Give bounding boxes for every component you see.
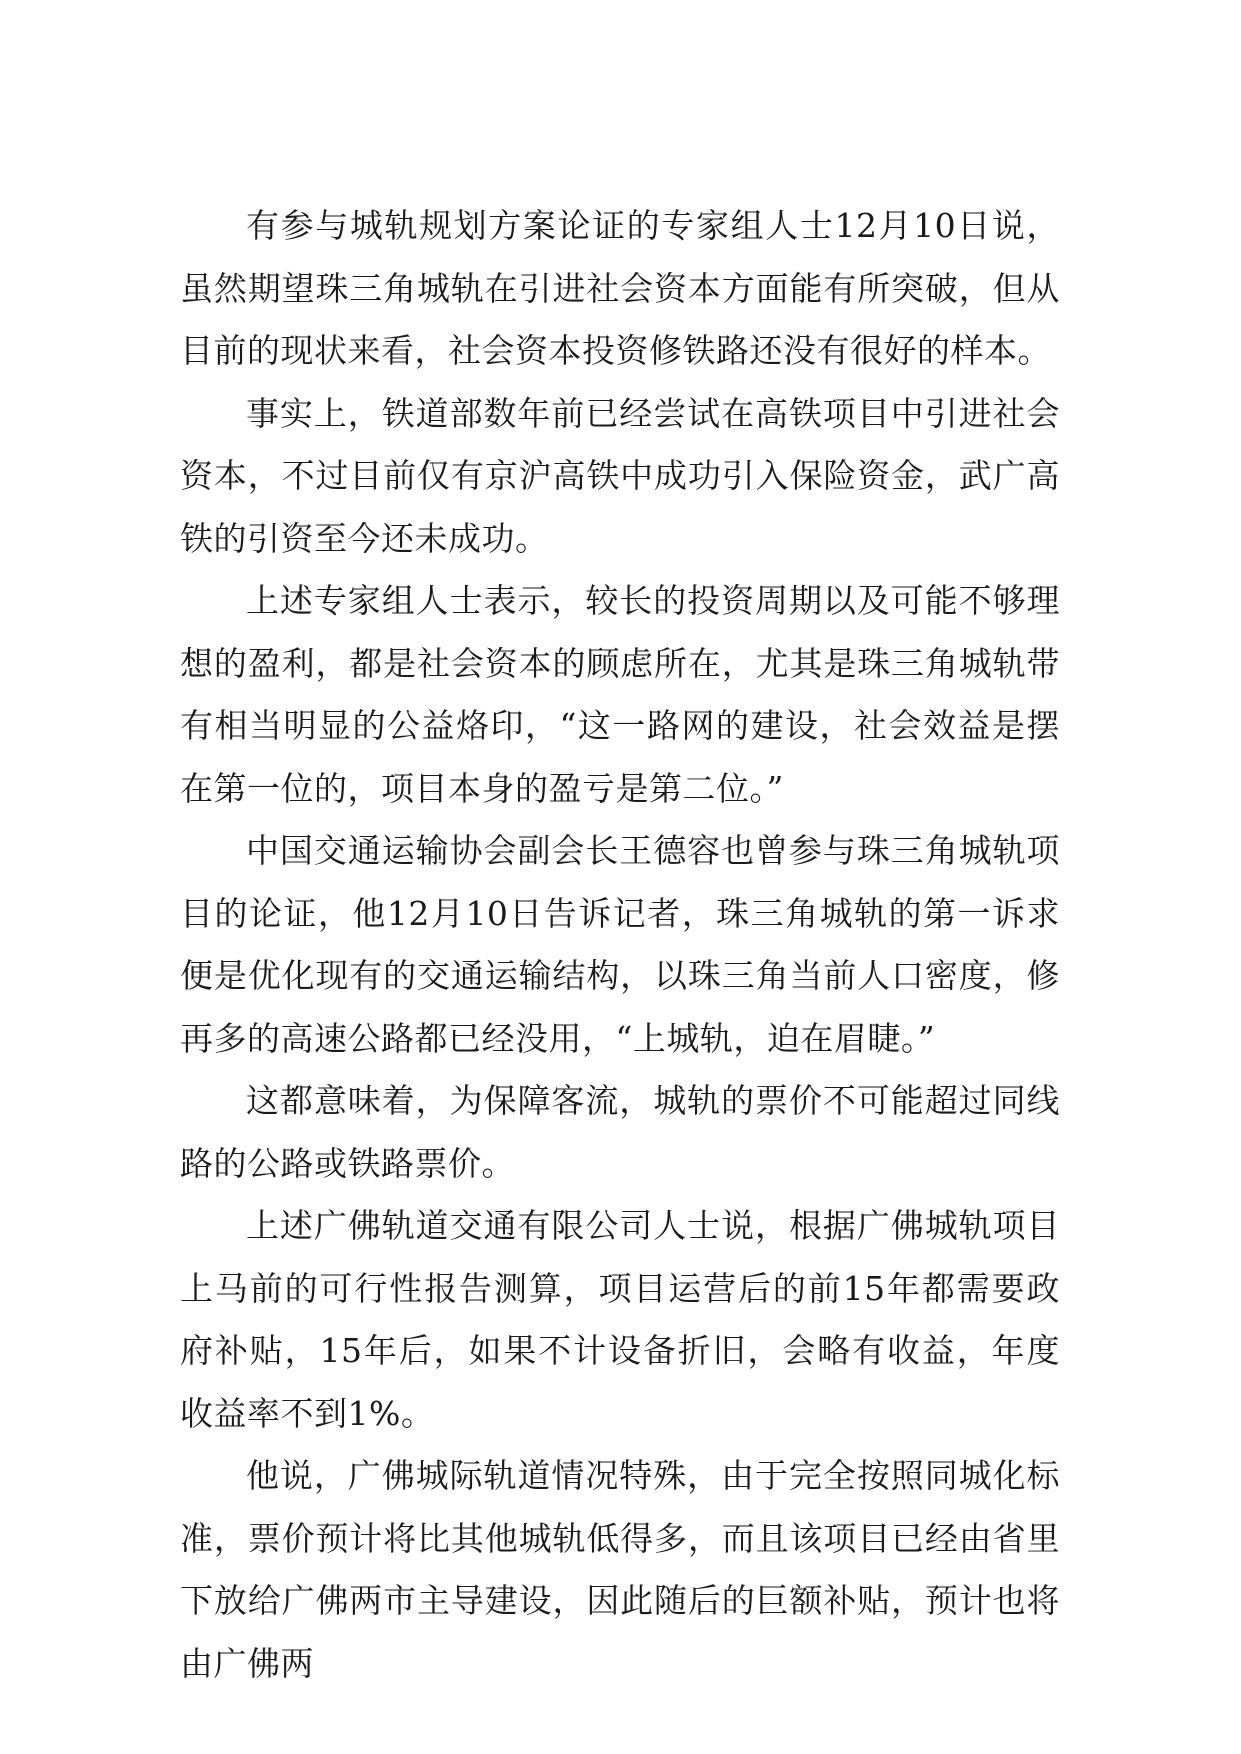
paragraph-7: 他说，广佛城际轨道情况特殊，由于完全按照同城化标准，票价预计将比其他城轨低得多，而且该项目已经由省里下放给广佛两市主导建设，因此随后的巨额补贴，预计也将由广佛两 <box>180 1456 1060 1683</box>
paragraph-5: 这都意味着，为保障客流，城轨的票价不可能超过同线路的公路或铁路票价。 <box>180 1081 1060 1183</box>
paragraph-6: 上述广佛轨道交通有限公司人士说，根据广佛城轨项目上马前的可行性报告测算，项目运营后的前15年都需要政府补贴，15年后，如果不计设备折旧，会略有收益，年度收益率不到1%。 <box>180 1206 1060 1433</box>
paragraph-3: 上述专家组人士表示，较长的投资周期以及可能不够理想的盈利，都是社会资本的顾虑所在，尤其是珠三角城轨带有相当明显的公益烙印，“这一路网的建设，社会效益是摆在第一位的，项目本身的盈亏是第二位。” <box>180 581 1060 808</box>
article-body <box>180 195 1060 1695</box>
paragraph-4: 中国交通运输协会副会长王德容也曾参与珠三角城轨项目的论证，他12月10日告诉记者，珠三角城轨的第一诉求便是优化现有的交通运输结构，以珠三角当前人口密度，修再多的高速公路都已经没用，“上城轨，迫在眉睫。” <box>180 831 1060 1058</box>
paragraph-2: 事实上，铁道部数年前已经尝试在高铁项目中引进社会资本，不过目前仅有京沪高铁中成功引入保险资金，武广高铁的引资至今还未成功。 <box>180 393 1060 558</box>
paragraph-1: 有参与城轨规划方案论证的专家组人士12月10日说，虽然期望珠三角城轨在引进社会资本方面能有所突破，但从目前的现状来看，社会资本投资修铁路还没有很好的样本。 <box>180 206 1060 370</box>
